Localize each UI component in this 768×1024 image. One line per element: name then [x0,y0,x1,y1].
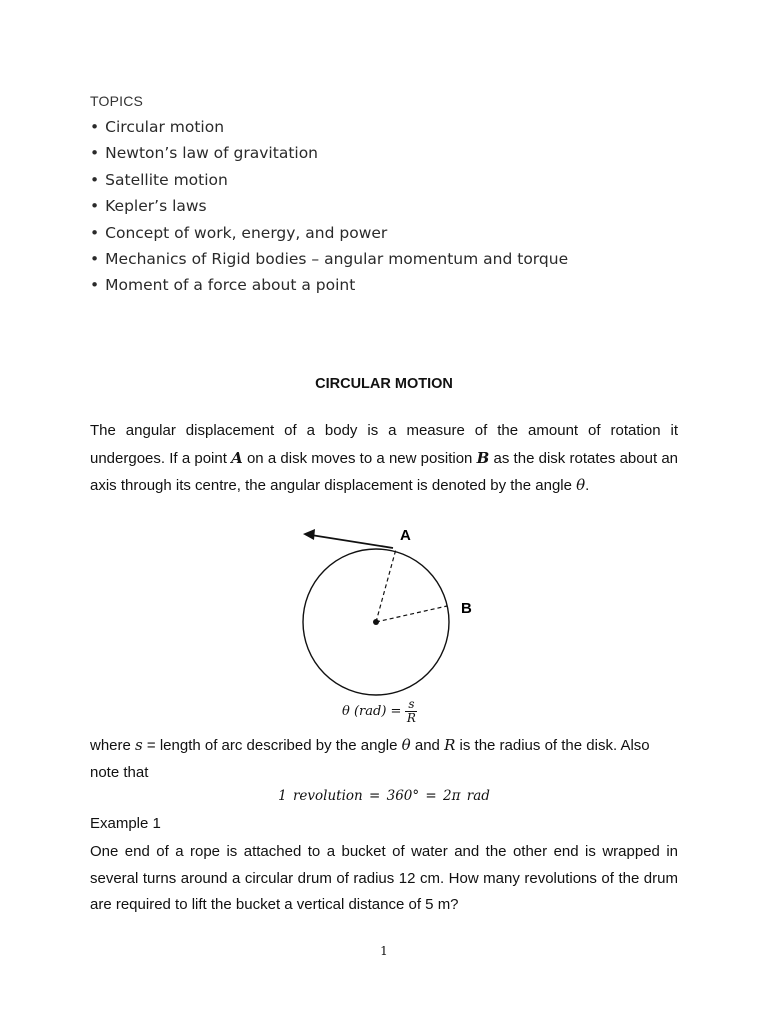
label-b: B [461,600,472,617]
label-a: A [400,527,411,544]
intro-text: on a disk moves to a new position [242,449,477,467]
fraction-numerator: s [408,697,415,711]
fraction-denominator: R [406,711,416,725]
arrowhead-icon [303,529,315,540]
radius-to-a [376,549,396,622]
intro-text: axis through its centre, the angular displacement is denoted by the angle [90,477,577,494]
where-paragraph [90,732,678,786]
intro-line-2 [90,445,678,473]
topics-list [90,114,568,299]
topic-item: • Satellite motion [90,167,568,193]
fraction [405,698,417,725]
intro-text: undergoes. If a point [90,449,232,467]
page-number: 1 [380,944,388,958]
intro-line-1: The angular displacement of a body is a measure of the amount of rotation it [90,422,678,439]
formula-lhs: θ (rad) = [342,704,402,719]
center-point [373,619,379,625]
angle-formula [342,698,417,725]
topics-heading: TOPICS [90,93,144,109]
revolution-formula: 1 revolution = 360° = 2π rad [278,788,490,804]
r-symbol: R [444,736,456,754]
where-text: and [410,737,445,754]
example-text: One end of a rope is attached to a bucket of water and the other end is wrapped in several turns around a circular drum of radius 12 cm. How many revolutions of the drum are required to lift the bucket a vertical distance of 5 m? [90,843,678,913]
where-line-1 [90,732,678,760]
example-label: Example 1 [90,815,161,832]
topic-item: • Newton’s law of gravitation [90,140,568,166]
theta-symbol: θ [401,736,411,754]
s-symbol: s [135,736,143,754]
intro-text: as the disk rotates about an [489,449,679,467]
point-b-symbol: B [476,448,490,467]
topic-item: • Mechanics of Rigid bodies – angular momentum and torque [90,246,568,272]
topic-item: • Concept of work, energy, and power [90,220,568,246]
topic-item: • Kepler’s laws [90,193,568,219]
intro-text: . [585,477,590,494]
where-text: where [90,737,136,754]
where-text: = length of arc described by the angle [142,737,402,754]
intro-paragraph [90,418,678,500]
point-a-symbol: A [231,448,243,467]
tangent-velocity-arrow [311,535,393,548]
angular-displacement-diagram [295,520,485,700]
topic-item: • Circular motion [90,114,568,140]
topic-item: • Moment of a force about a point [90,272,568,298]
theta-symbol: θ [576,476,586,494]
intro-line-3 [90,472,678,500]
radius-to-b [376,606,447,622]
where-line-2: note that [90,763,149,781]
where-text: is the radius of the disk. Also [455,737,650,754]
section-title: CIRCULAR MOTION [315,376,453,392]
